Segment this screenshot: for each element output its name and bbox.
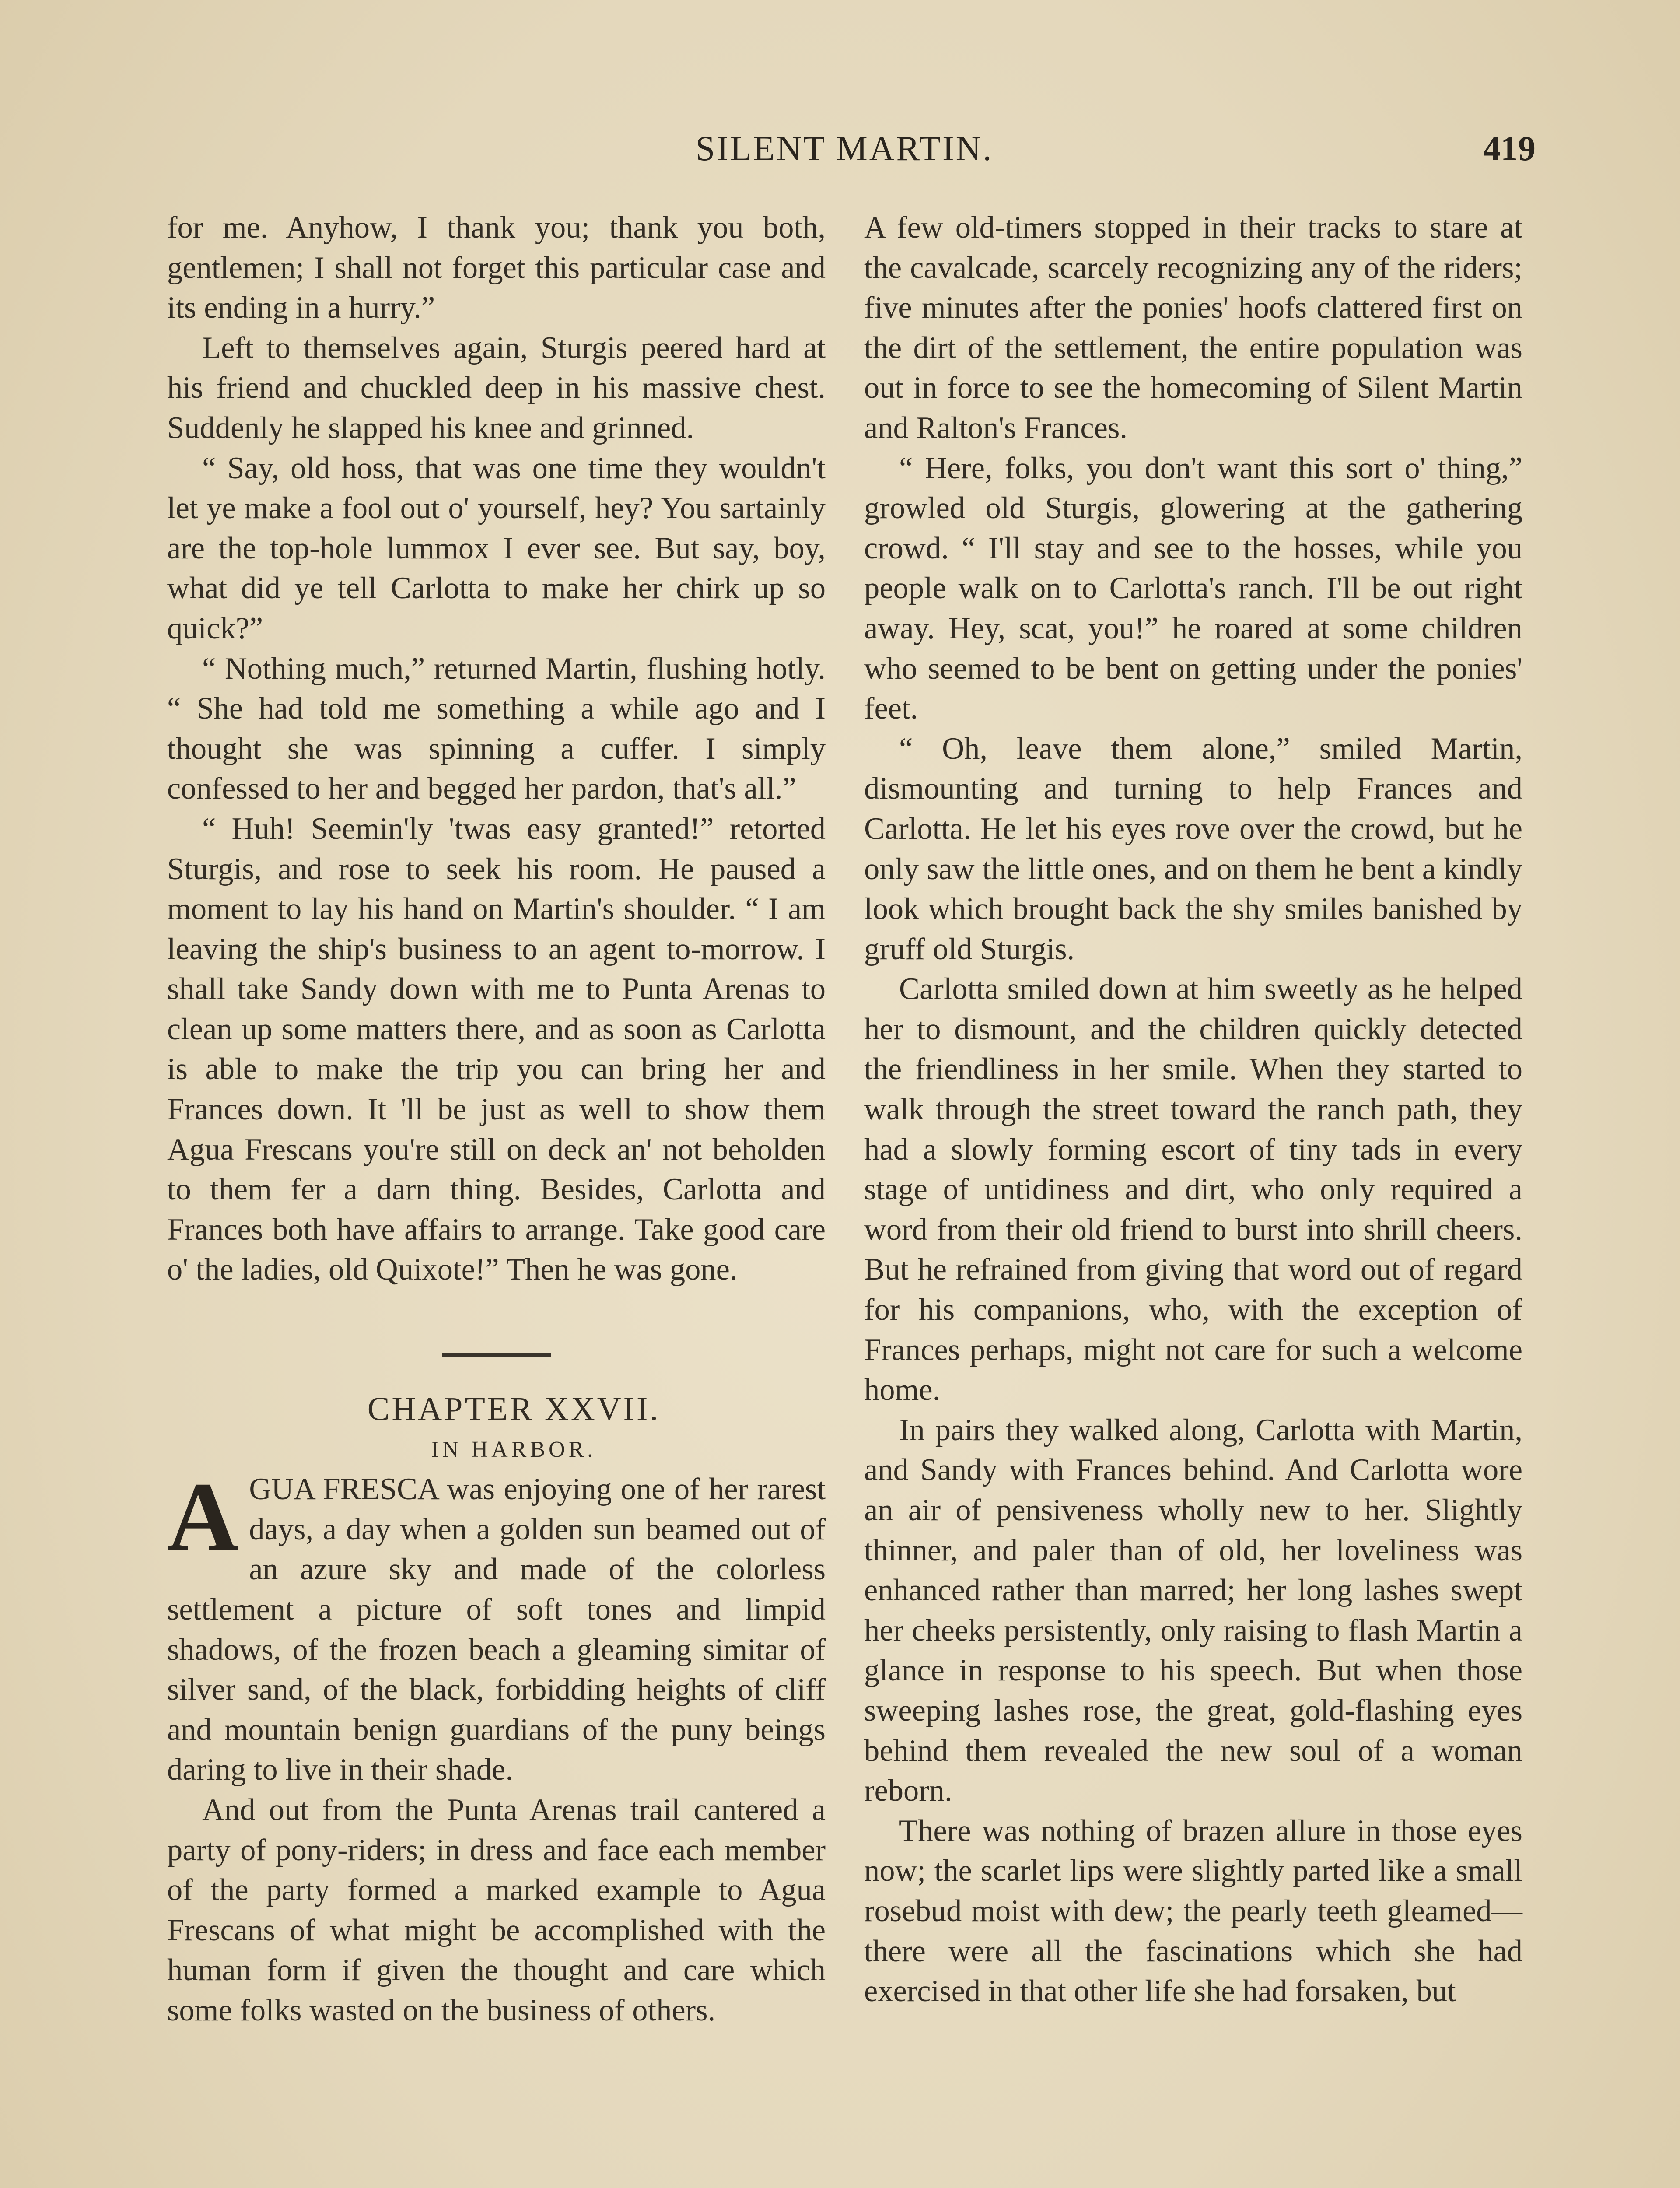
paragraph: Carlotta smiled down at him sweetly as he helped her to dismount, and the children quickly detected the friendliness in her smile. When they started to walk through the street toward the ranch path, they had a slowly forming escort of tiny tads in every stage of untidiness and dirt, who only required a word from their old friend to burst into shrill cheers. But he refrained from giving that word out of regard for his companions, who, with the exception of Frances perhaps, might not care for such a welcome home. bbox=[864, 972, 1522, 1407]
drop-cap: A bbox=[167, 1462, 239, 1572]
paragraph: A few old-timers stopped in their tracks to stare at the cavalcade, scarcely recognizing any of the riders; five minutes after the ponies' hoofs clattered first on the dirt of the settlement, the entire population was out in force to see the homecoming of Silent Martin and Ralton's Frances. bbox=[864, 210, 1522, 445]
right-column bbox=[864, 208, 1522, 2012]
chapter-subtitle: IN HARBOR. bbox=[431, 1437, 597, 1462]
page-number: 419 bbox=[1483, 130, 1536, 168]
paragraph: Left to themselves again, Sturgis peered hard at his friend and chuckled deep in his massive chest. Suddenly he slapped his knee and grinned. bbox=[167, 330, 826, 445]
left-column bbox=[167, 208, 826, 2031]
paragraph: In pairs they walked along, Carlotta with Martin, and Sandy with Frances behind. And Carlotta wore an air of pensiveness wholly new to her. Slightly thinner, and paler than of old, her loveliness was enhanced rather than marred; her long lashes swept her cheeks persistently, only raising to flash Martin a glance in response to his speech. But when those sweeping lashes rose, the great, gold-flashing eyes behind them revealed the new soul of a woman reborn. bbox=[864, 1413, 1522, 1808]
paragraph: “ Oh, leave them alone,” smiled Martin, dismounting and turning to help Frances and Carlotta. He let his eyes rove over the crowd, but he only saw the little ones, and on them he bent a kindly look which brought back the shy smiles banished by gruff old Sturgis. bbox=[864, 731, 1522, 966]
page-header bbox=[0, 129, 1680, 182]
paragraph: There was nothing of brazen allure in those eyes now; the scarlet lips were slightly parted like a small rosebud moist with dew; the pearly teeth gleamed—there were all the fascinations which she had exercised in that other life she had forsaken, but bbox=[864, 1813, 1522, 2009]
opening-text: GUA FRESCA was enjoying one of her rarest days, a day when a golden sun beamed out of an azure sky and made of the colorless settlement a picture of soft tones and limpid shadows, of the frozen beach a gleaming simitar of silver sand, of the black, forbidding heights of cliff and mountain benign guardians of the puny beings daring to live in their shade. bbox=[167, 1472, 826, 1787]
section-divider bbox=[442, 1353, 551, 1357]
paragraph: “ Say, old hoss, that was one time they wouldn't let ye make a fool out o' yourself, hey? You sartainly are the top-hole lummox I ever see. But say, boy, what did ye tell Carlotta to make her chirk up so quick?” bbox=[167, 451, 826, 645]
paragraph: And out from the Punta Arenas trail cantered a party of pony-riders; in dress and face each member of the party formed a marked example to Agua Frescans of what might be accomplished with the human form if given the thought and care which some folks wasted on the business of others. bbox=[167, 1792, 826, 2027]
paragraph: “ Huh! Seemin'ly 'twas easy granted!” retorted Sturgis, and rose to seek his room. He paused a moment to lay his hand on Martin's shoulder. “ I am leaving the ship's business to an agent to-morrow. I shall take Sandy down with me to Punta Arenas to clean up some matters there, and as soon as Carlotta is able to make the trip you can bring her and Frances down. It 'll be just as well to show them Agua Frescans you're still on deck an' not beholden to them fer a darn thing. Besides, Carlotta and Frances both have affairs to arrange. Take good care o' the ladies, old Quixote!” Then he was gone. bbox=[167, 811, 826, 1287]
chapter-title: CHAPTER XXVII. bbox=[367, 1391, 661, 1428]
paragraph: “ Nothing much,” returned Martin, flushing hotly. “ She had told me something a while ago and I thought she was spinning a cuffer. I simply confessed to her and begged her pardon, that's all.” bbox=[167, 651, 826, 806]
running-title: SILENT MARTIN. bbox=[695, 130, 994, 168]
paragraph: “ Here, folks, you don't want this sort o' thing,” growled old Sturgis, glowering at the gathering crowd. “ I'll stay and see to the hosses, while you people walk on to Carlotta's ranch. I'll be out right away. Hey, scat, you!” he roared at some children who seemed to be bent on getting under the ponies' feet. bbox=[864, 451, 1522, 726]
chapter-opening-paragraph bbox=[167, 1462, 826, 1790]
paragraph: for me. Anyhow, I thank you; thank you both, gentlemen; I shall not forget this particular case and its ending in a hurry.” bbox=[167, 210, 826, 325]
